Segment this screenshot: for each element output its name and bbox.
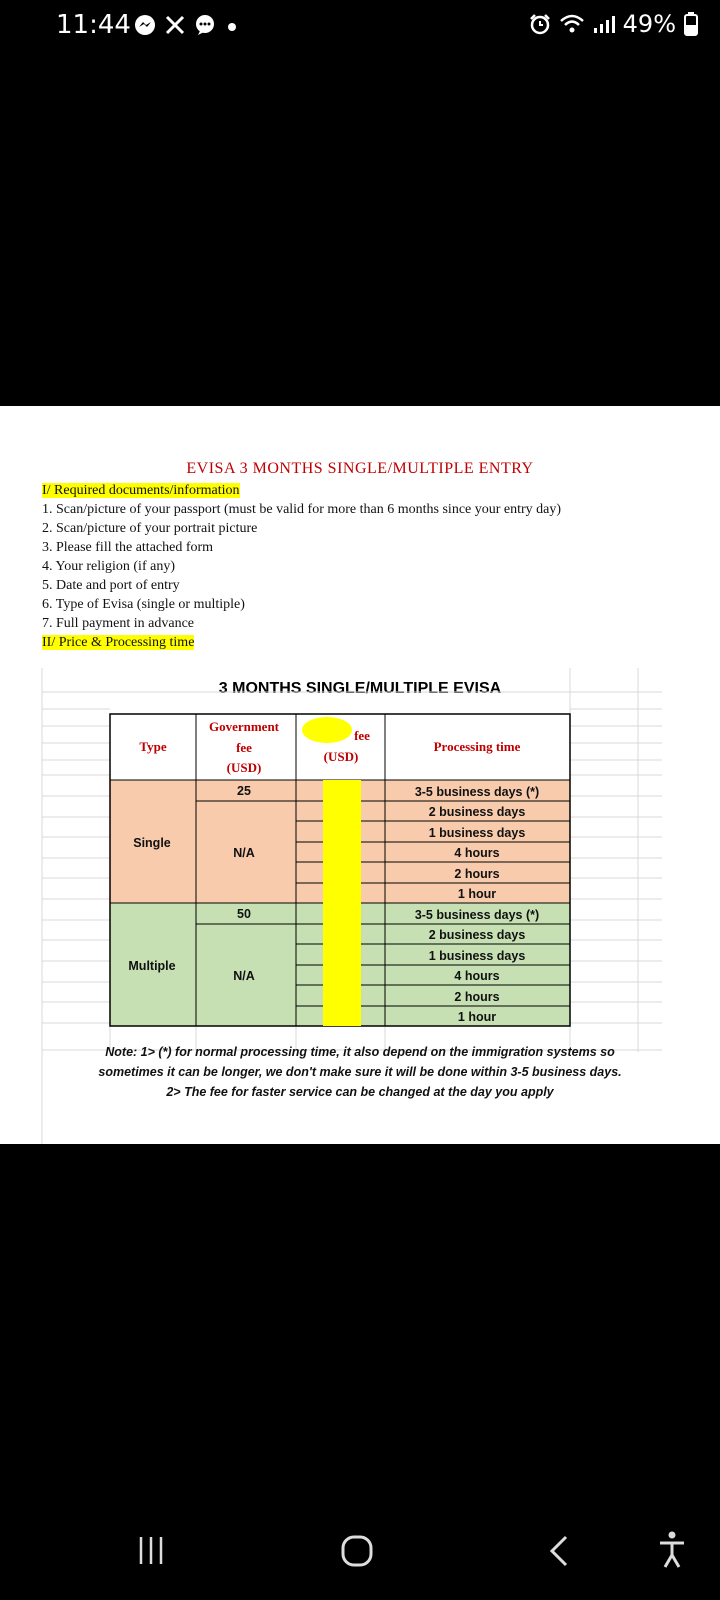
header-gov-fee: Government [208,719,280,734]
recent-apps-button[interactable] [120,1520,180,1580]
type-cell-single: Single [133,836,171,850]
navigation-bar [0,1500,720,1600]
battery-percent: 49% [622,10,676,38]
header-service-fee: (USD) [323,749,359,764]
redaction-mark [302,717,352,743]
redaction-mark [323,780,361,1026]
type-cell-multiple: Multiple [128,959,176,973]
note-text [0,1042,720,1102]
x-icon [164,14,186,36]
section2-heading: II/ Price & Processing time [42,635,195,650]
notification-icons [134,14,240,36]
processing-cell: 3-5 business days (*) [414,785,540,799]
accessibility-button[interactable] [644,1520,700,1580]
processing-cell: 2 hours [454,990,500,1004]
section1-heading: I/ Required documents/information [42,483,240,498]
gov-fee-cell: N/A [233,969,255,983]
gov-fee-cell: N/A [233,846,255,860]
processing-cell: 4 hours [454,846,500,860]
processing-cell: 1 business days [428,826,526,840]
requirement-item: 3. Please fill the attached form [42,540,214,555]
status-time: 11:44 [56,10,131,40]
chat-icon [194,14,216,36]
table-heading: 3 MONTHS SINGLE/MULTIPLE EVISA [218,680,502,697]
requirement-item: 4. Your religion (if any) [42,559,175,574]
header-gov-fee: (USD) [226,760,262,775]
signal-icon [593,13,615,35]
note-line: 2> The fee for faster service can be changed at the day you apply [166,1085,554,1099]
gov-fee-cell: 25 [237,784,251,798]
system-icons [529,10,698,38]
document-title: EVISA 3 MONTHS SINGLE/MULTIPLE ENTRY [186,460,534,477]
requirement-item: 6. Type of Evisa (single or multiple) [42,597,245,612]
home-button[interactable] [326,1520,386,1580]
requirement-item: 1. Scan/picture of your passport (must be valid for more than 6 months since your entry day) [42,502,562,517]
status-bar [0,0,720,52]
back-button[interactable] [530,1520,590,1580]
requirement-item: 2. Scan/picture of your portrait picture [42,521,258,536]
processing-cell: 1 business days [428,949,526,963]
price-table [0,406,720,1144]
note-line: Note: 1> (*) for normal processing time, it also depend on the immigration systems so [105,1045,615,1059]
gov-fee-cell: 50 [237,907,251,921]
processing-cell: 1 hour [457,1010,497,1024]
processing-cell: 2 business days [428,805,526,819]
processing-cell: 3-5 business days (*) [414,908,540,922]
document-image[interactable] [0,406,720,1144]
header-type: Type [139,739,167,754]
requirement-item: 5. Date and port of entry [42,578,180,593]
requirement-item: 7. Full payment in advance [42,616,195,631]
dot-icon [224,14,240,36]
alarm-icon [529,13,551,35]
processing-cell: 1 hour [457,887,497,901]
processing-cell: 2 hours [454,867,500,881]
processing-cell: 2 business days [428,928,526,942]
note-line: sometimes it can be longer, we don't make sure it will be done within 3-5 business days. [98,1065,622,1079]
header-gov-fee: fee [236,740,252,755]
messenger-icon [134,14,156,36]
header-service-fee: fee [354,728,370,743]
processing-cell: 4 hours [454,969,500,983]
battery-icon [684,12,698,36]
wifi-icon [559,13,585,35]
header-processing: Processing time [433,739,521,754]
